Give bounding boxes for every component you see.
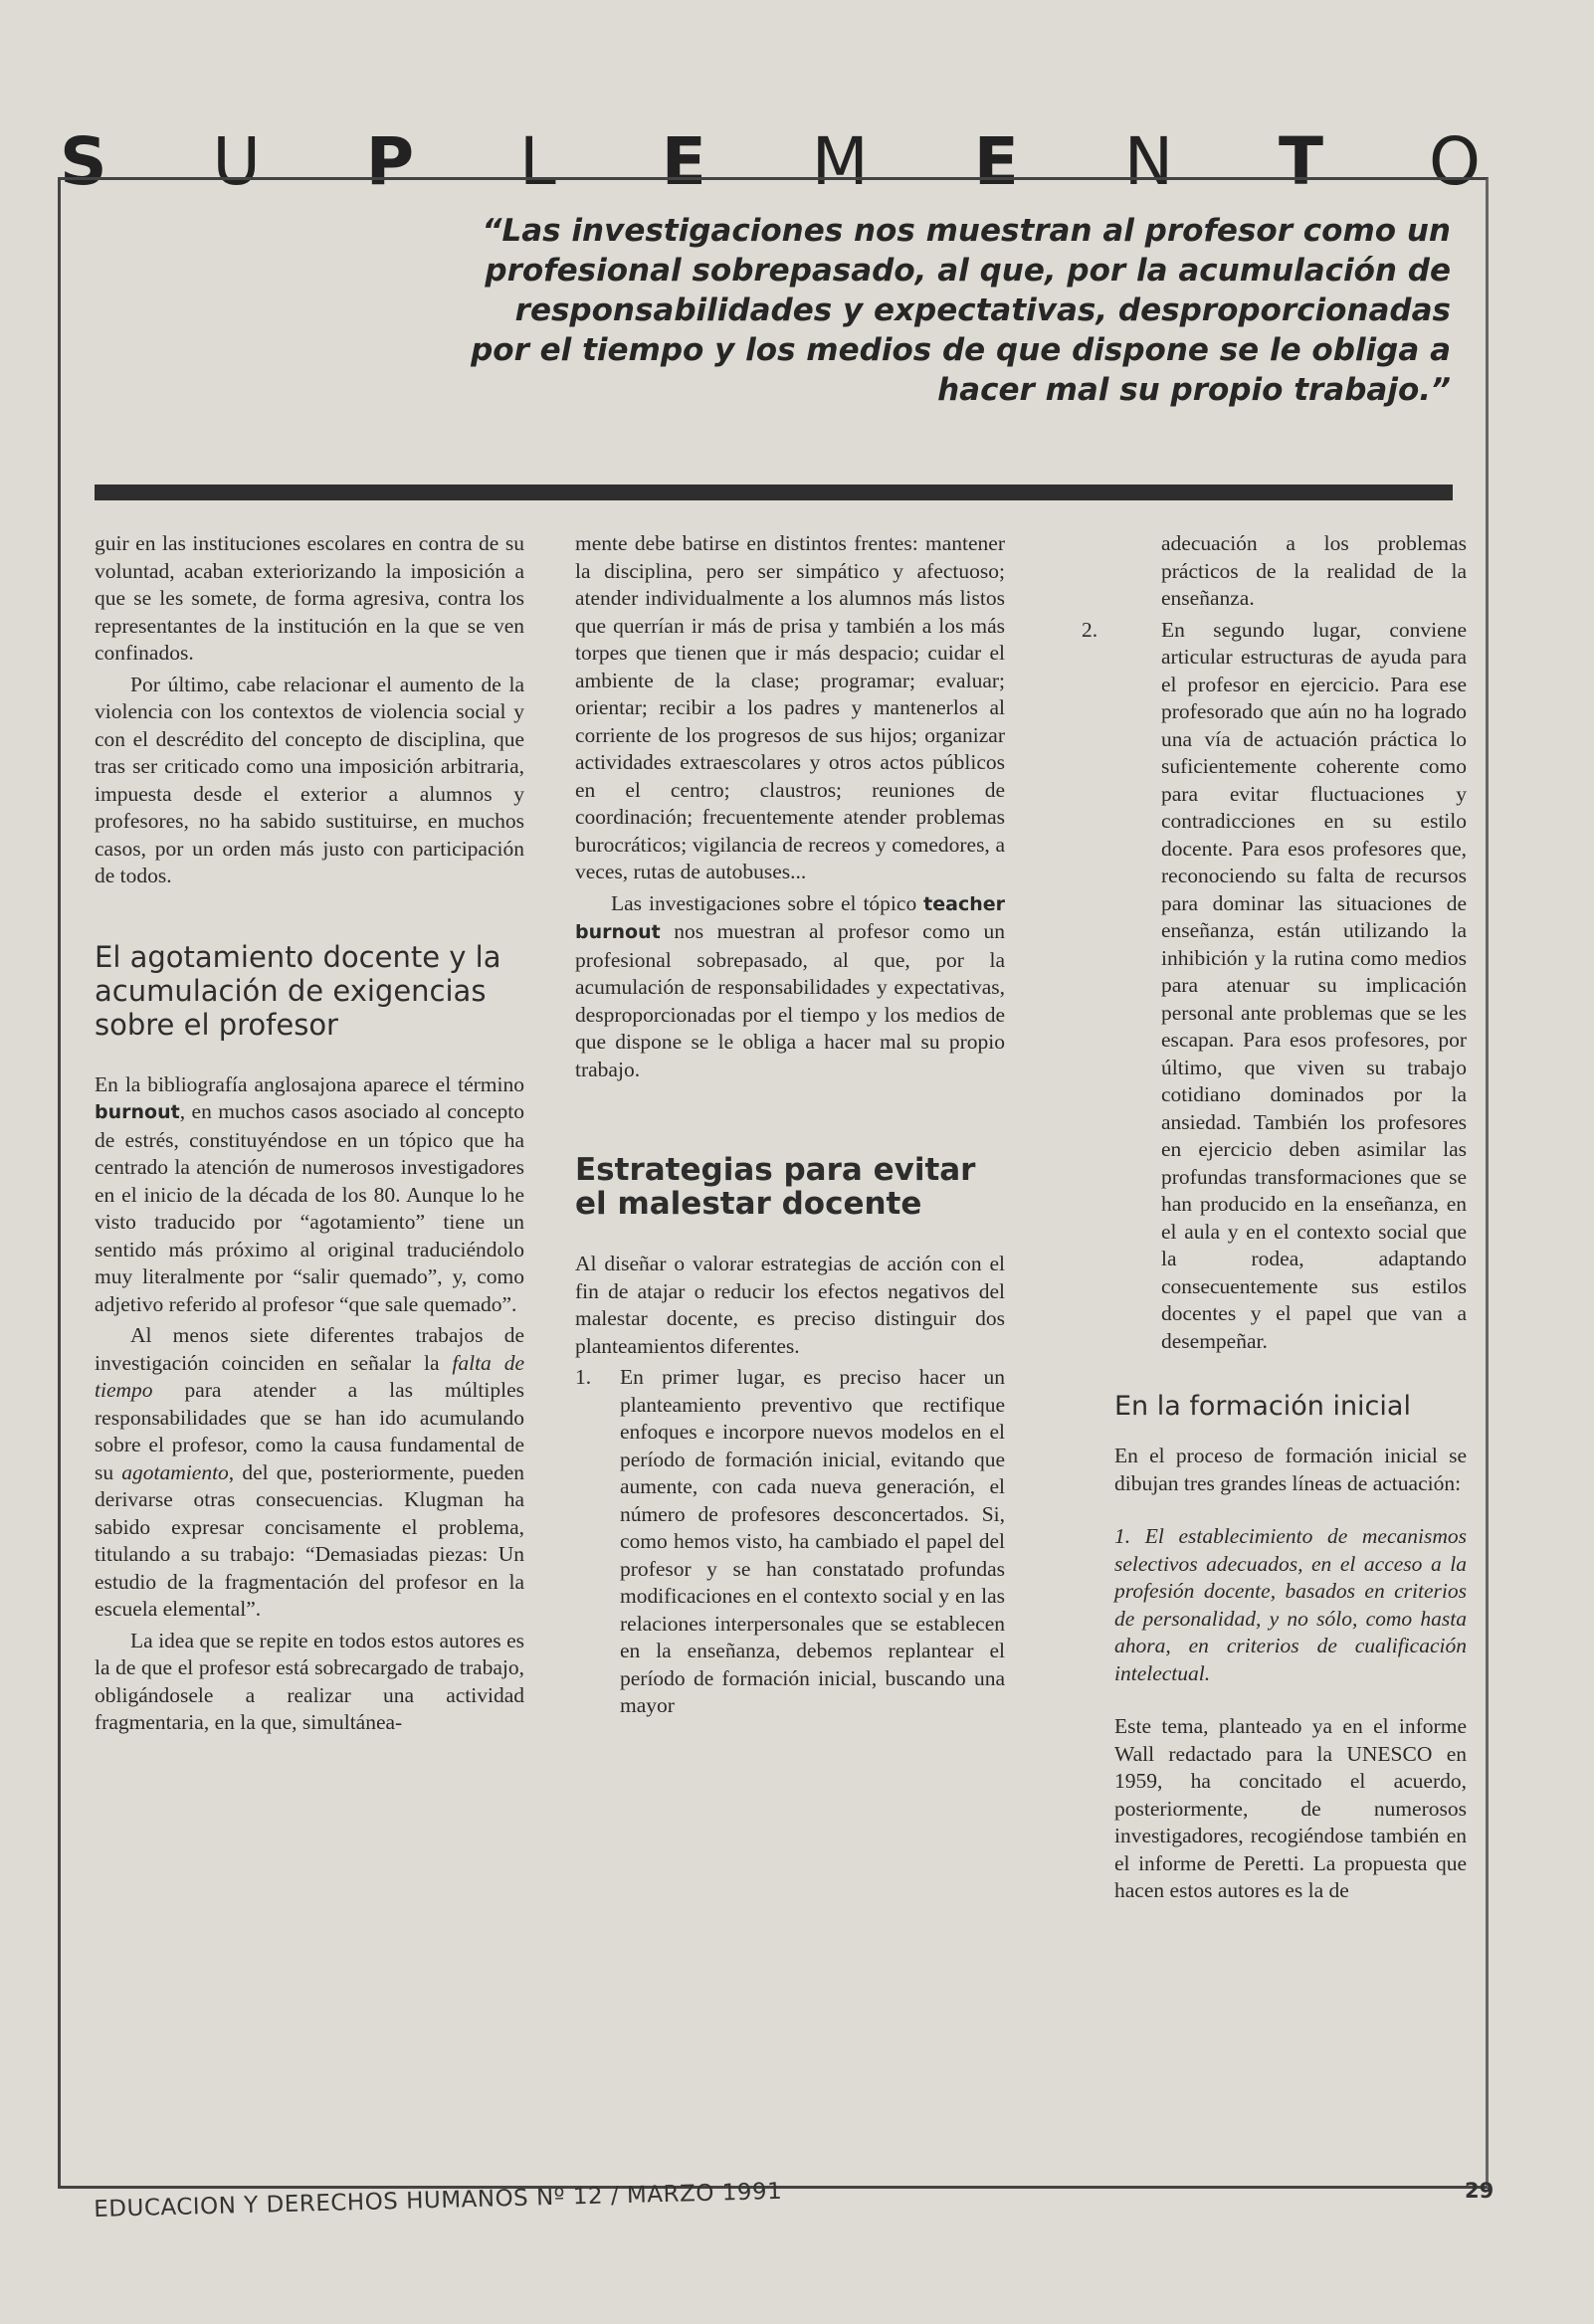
list-item: 2. En segundo lugar, conviene articular estructuras de ayuda para el profesor en ejercicio. Para ese profesorado que aún no ha logrado una vía de actuación práctica lo suficientemente coherente como para evitar fluctuaciones y contradicciones en su estilo docente. Para esos profesores que, reconociendo su falta de recursos para dominar las situaciones de enseñanza, están utilizando la inhibición y la rutina como medios para atenuar su implicación personal ante problemas que se les escapan. Para esos profesores, por último, que viven su trabajo cotidiano dominados por la ansiedad. También los profesores en ejercicio deben asimilar las profundas transformaciones que se han producido en la enseñanza, en el aula y en el contexto social que la rodea, adaptando consecuentemente sus estilos docentes y el papel que van a desempeñar. [1082, 617, 1467, 1353]
list-item: 1. En primer lugar, es preciso hacer un planteamiento preventivo que rectifique enfoques e incorpore nuevos modelos en el período de formación inicial, evitando que aumente, con cada nueva generación, el número de profesores desconcertados. Si, como hemos visto, ha cambiado el papel del profesor y se han constatado profundas modificaciones en el contexto social y en las relaciones interpersonales que se establecen en la enseñanza, debemos replantear el período de formación inicial, buscando una mayor [575, 1365, 1005, 1717]
header-letter: E [973, 123, 1019, 200]
paragraph: En la bibliografía anglosajona aparece el término burnout, en muchos casos asociado al concepto de estrés, constituyéndose en un tópico que ha centrado la atención de numerosos investigadores en el inicio de la década de los 80. Aunque lo he visto traducido por “agotamiento” tiene un sentido más próximo al original traduciéndolo muy literalmente por “salir quemado”, y, como adjetivo referido al profesor “que sale quemado”. [95, 1071, 524, 1316]
paragraph: mente debe batirse en distintos frentes: mantener la disciplina, pero ser simpático y afectuoso; atender individualmente a los alumnos más listos que querrían ir más de prisa y también a los más torpes que tienen que ir más despacio; cuidar el ambiente de la clase; programar; evaluar; orientar; recibir a los padres y mantenerlos al corriente de los progresos de sus hijos; organizar actividades extraescolares y otros actos públicos en el centro; claustros; reuniones de coordinación; frecuentemente atender problemas burocráticos; vigilancia de recreos y comedores, a veces, rutas de autobuses... [575, 531, 1005, 883]
paragraph: Al menos siete diferentes trabajos de investigación coinciden en señalar la falta de tiempo para atender a las múltiples responsabilidades que se han ido acumulando sobre el profesor, como la causa fundamental de su agotamiento, del que, posteriormente, pueden derivarse otras consecuencias. Klugman ha sabido expresar concisamente el problema, titulando a su trabajo: “Demasiadas piezas: Un estudio de la fragmentación del profesor en la escuela elemental”. [95, 1323, 524, 1621]
paragraph: guir en las instituciones escolares en contra de su voluntad, acaban exteriorizando la imposición a que se les somete, de forma agresiva, contra los representantes de la institución en la que se ven confinados. [95, 531, 524, 665]
header-letter: M [811, 123, 869, 200]
subheading-formacion-inicial: En la formación inicial [1114, 1391, 1411, 1422]
header-letter: O [1429, 123, 1481, 200]
page-number: 29 [1465, 2179, 1494, 2203]
header-letter: U [212, 123, 261, 200]
header-letter: T [1279, 123, 1324, 200]
paragraph: Al diseñar o valorar estrategias de acción con el fin de atajar o reducir los efectos negativos del malestar docente, es preciso distinguir dos planteamientos diferentes. [575, 1252, 1005, 1358]
paragraph: Este tema, planteado ya en el informe Wall redactado para la UNESCO en 1959, ha concitado el acuerdo, posteriormente, de numerosos investigadores, recogiéndose también en el informe de Peretti. La propuesta que hacen estos autores es la de [1114, 1714, 1467, 1902]
header-letter: L [519, 123, 556, 200]
divider-bar [95, 484, 1453, 500]
header-letter: E [661, 123, 706, 200]
numbered-list [575, 1364, 1005, 1720]
paragraph: Las investigaciones sobre el tópico teacher burnout nos muestran al profesor como un profesional sobrepasado, al que, por la acumulación de responsabilidades y expectativas, desproporcionadas por el tiempo y los medios de que dispone se le obliga a hacer mal su propio trabajo. [575, 890, 1005, 1081]
header-letter: P [365, 123, 415, 200]
column-2 [575, 530, 1005, 1724]
header-letter: S [60, 123, 107, 200]
section-heading-agotamiento: El agotamiento docente y la acumulación de exigencias sobre el profesor [95, 939, 501, 1042]
term-burnout: burnout [95, 1101, 180, 1123]
pull-quote: “Las investigaciones nos muestran al profesor como un profesional sobrepasado, al que, por la acumulación de responsabilidades y expectativas, desproporcionadas por el tiempo y los medios de que dispone se le obliga a hacer mal su propio trabajo.” [471, 213, 1451, 408]
list-item: adecuación a los problemas prácticos de la realidad de la enseñanza. [1161, 531, 1467, 610]
column-1 [95, 530, 524, 1741]
column-3 [1082, 530, 1467, 1909]
paragraph-italic: 1. El establecimiento de mecanismos selectivos adecuados, en el acceso a la profesión docente, basados en criterios de personalidad, y no sólo, como hasta ahora, en criterios de cualificación intelectual. [1114, 1524, 1467, 1685]
paragraph: Por último, cabe relacionar el aumento de la violencia con los contextos de violencia social y con el descrédito del concepto de disciplina, que tras ser criticado como una imposición arbitraria, impuesta desde el exterior a alumnos y profesores, no ha sabido sustituirse, en muchos casos, por un orden más justo con participación de todos. [95, 672, 524, 887]
paragraph: La idea que se repite en todos estos autores es la de que el profesor está sobrecargado de trabajo, obligándosele a realizar una actividad fragmentaria, en la que, simultánea- [95, 1628, 524, 1734]
term-teacher-burnout: teacher burnout [575, 892, 1005, 943]
emphasis: falta de tiempo [95, 1350, 524, 1402]
emphasis: agotamiento [121, 1459, 229, 1484]
section-heading-estrategias: Estrategias para evitar el malestar docente [575, 1152, 976, 1222]
header-letter: N [1123, 123, 1174, 200]
numbered-list [1082, 530, 1467, 1355]
publication-footer: EDUCACION Y DERECHOS HUMANOS Nº 12 / MARZO 1991 [94, 2178, 783, 2223]
paragraph: En el proceso de formación inicial se dibujan tres grandes líneas de actuación: [1114, 1444, 1467, 1495]
